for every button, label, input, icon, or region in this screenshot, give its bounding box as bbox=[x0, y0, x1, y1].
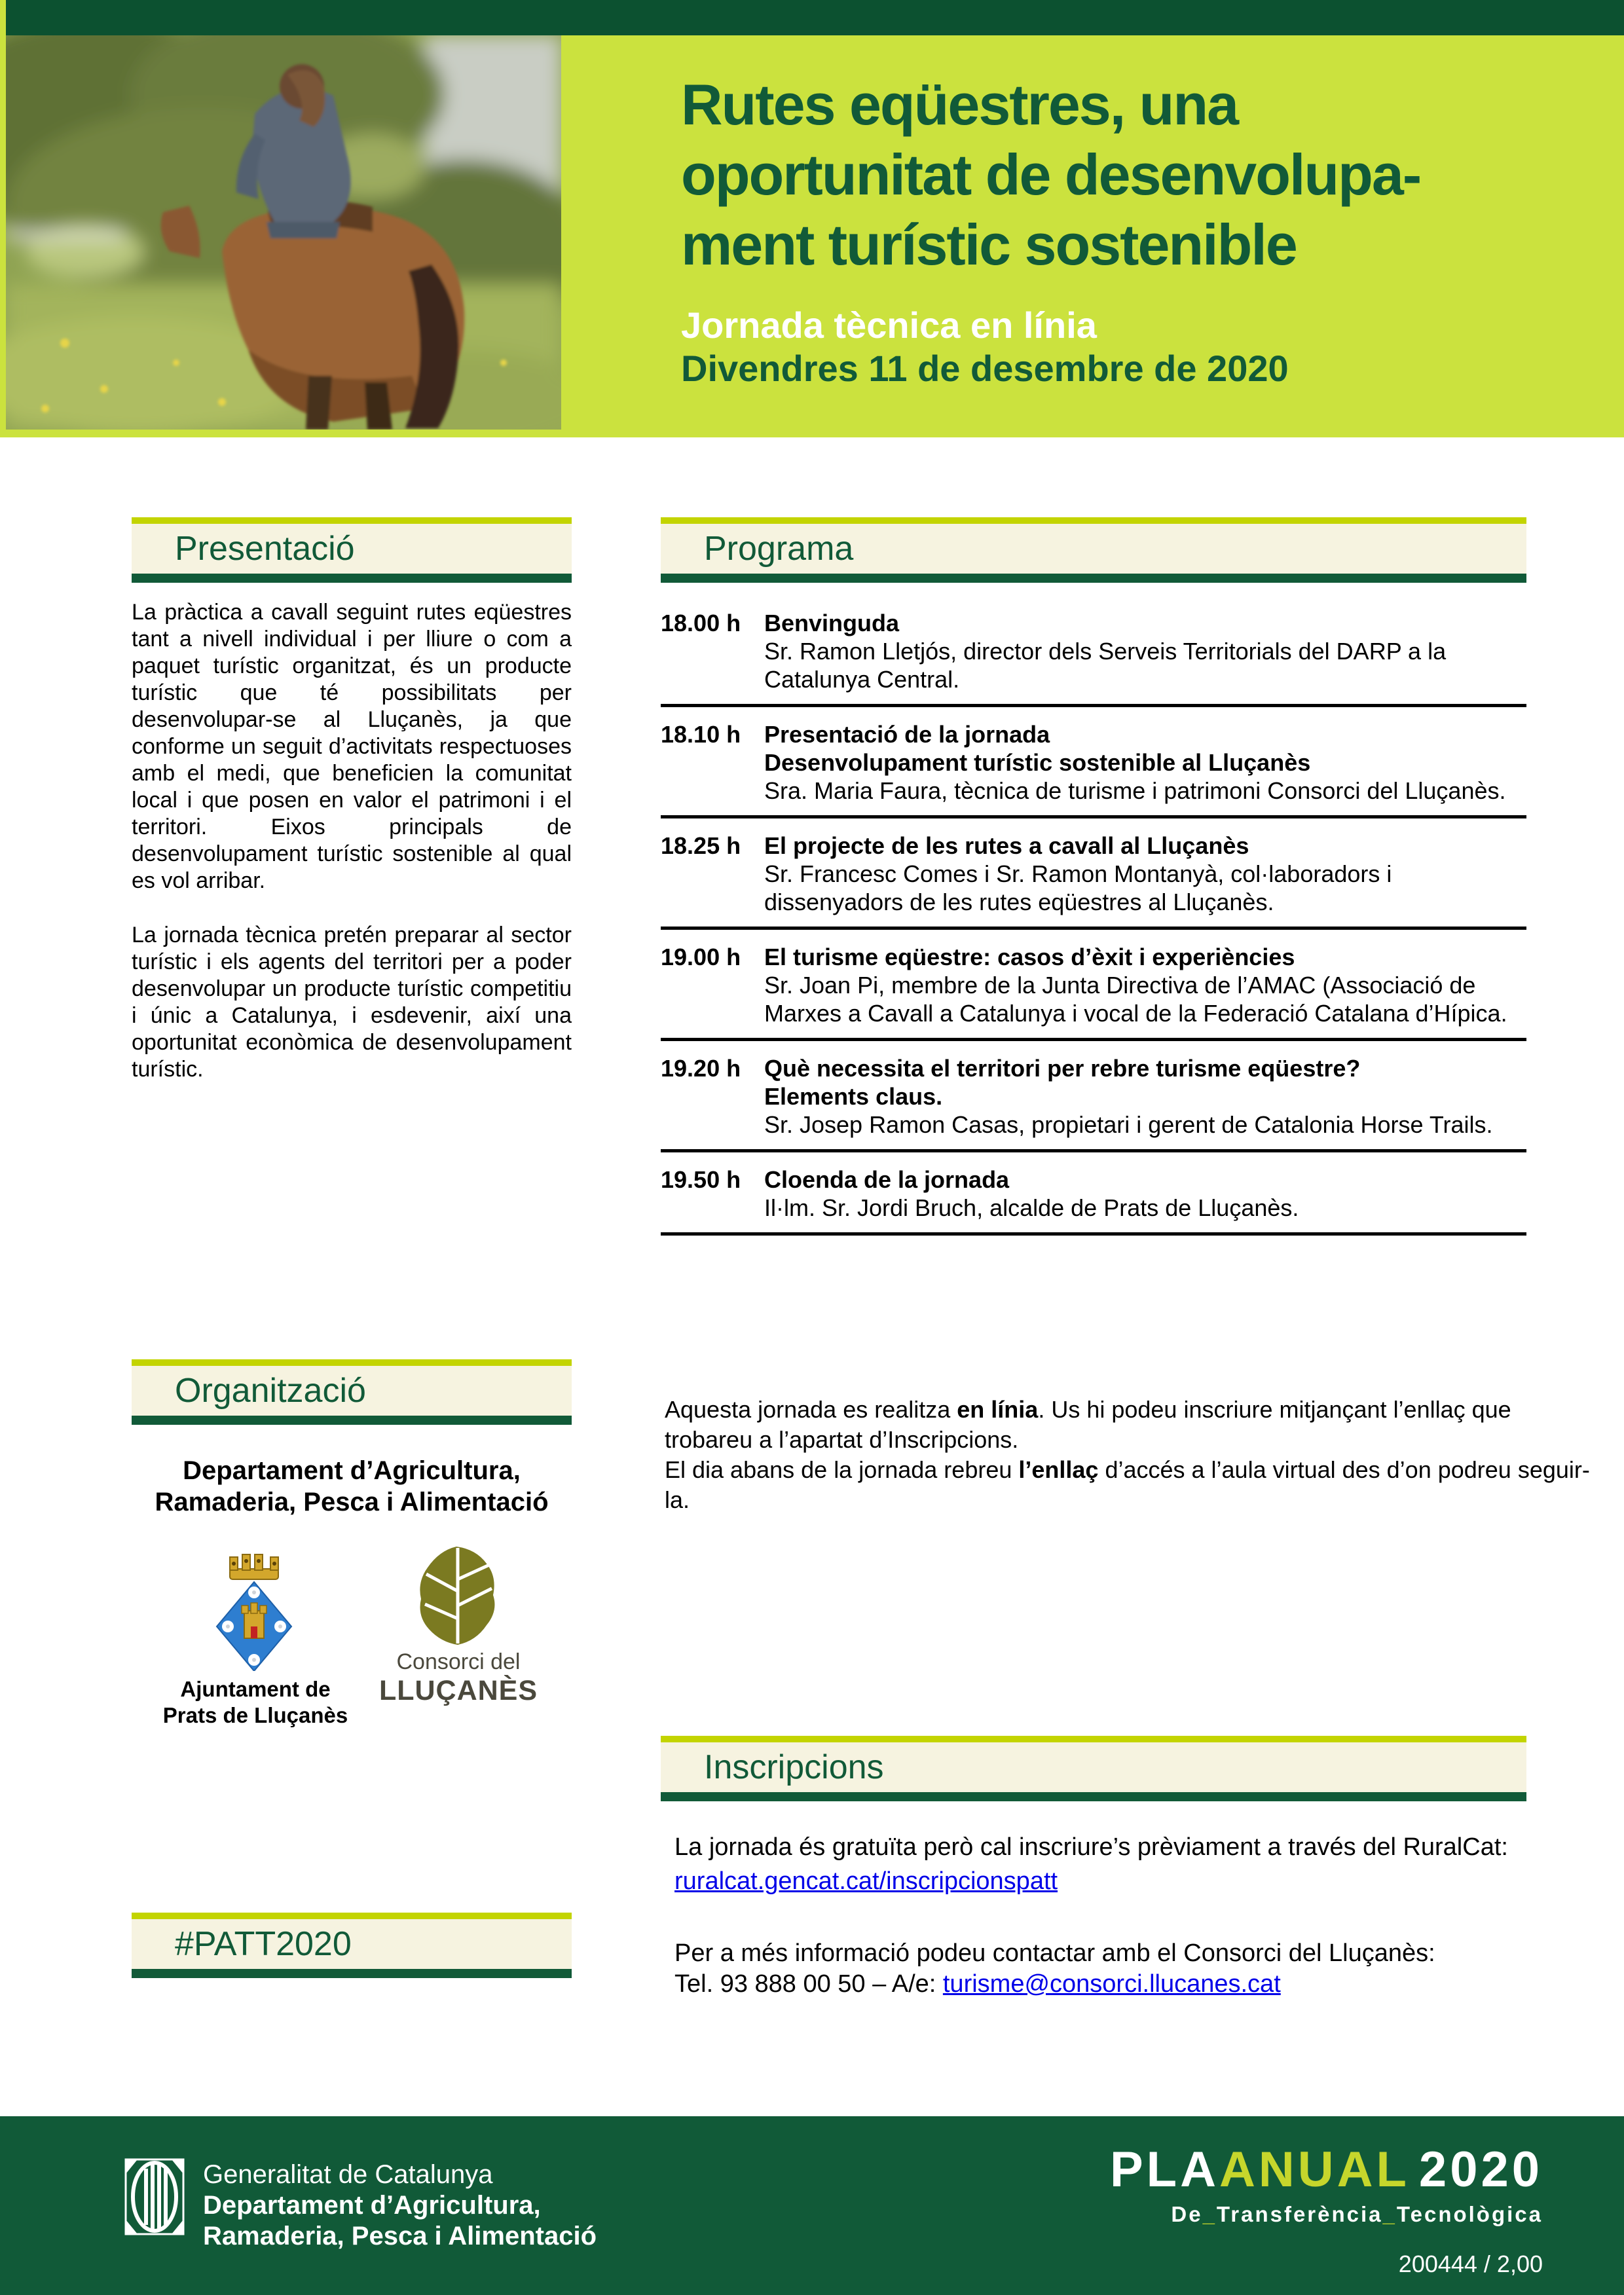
page-title-line1: Rutes eqüestres, una bbox=[681, 72, 1238, 137]
contact-info bbox=[674, 1938, 1585, 2000]
programa-separator bbox=[661, 1149, 1526, 1152]
programa-item-subtitle: Elements claus. bbox=[764, 1083, 943, 1110]
inscripcions-text: La jornada és gratuïta però cal inscriure’s prèviament a través del RuralCat: bbox=[674, 1833, 1508, 1861]
plan-sub-part: Transferència bbox=[1216, 2202, 1383, 2226]
online-note-text: d’accés a l’aula virtual des d’on podreu seguir-la. bbox=[665, 1456, 1590, 1513]
programa-list bbox=[661, 609, 1526, 1249]
consorci-wordmark-line2: LLUÇANÈS bbox=[378, 1675, 538, 1706]
programa-item-description: Sr. Josep Ramon Casas, propietari i gerent de Catalonia Horse Trails. bbox=[764, 1111, 1493, 1138]
programa-item-time: 19.20 h bbox=[661, 1055, 741, 1082]
presentacio-paragraph-1: La pràctica a cavall seguint rutes eqüestres tant a nivell individual i per lliure o com a paquet turístic organitzat, és un producte turístic que té possibilitats per desenvolupar-se al Lluçanès, ja que conforme un seguit d’activitats respectuoses amb el medi, que beneficien la comunitat local i que posen en valor el patrimoni i el territori. Eixos principals de desenvolupament turístic sostenible al qual es vol arribar. bbox=[132, 600, 572, 893]
organizer-logos bbox=[132, 1545, 572, 1729]
programa-item-time: 18.10 h bbox=[661, 721, 741, 748]
subtitle-event-type: Jornada tècnica en línia bbox=[681, 304, 1097, 346]
presentacio-paragraph-2: La jornada tècnica pretén preparar al sector turístic i els agents del territori per a poder desenvolupar un producte turístic competitiu i únic a Catalunya, i esdevenir, així una oportunitat econòmica de desenvolupament turístic. bbox=[132, 923, 572, 1082]
ajuntament-caption bbox=[144, 1676, 367, 1729]
ajuntament-caption-line2: Prats de Lluçanès bbox=[162, 1703, 348, 1727]
plan-sub-separator: _ bbox=[1382, 2202, 1397, 2226]
page-subtitle bbox=[681, 304, 1289, 390]
programa-item-title: Cloenda de la jornada bbox=[764, 1166, 1010, 1193]
inscripcions-body bbox=[674, 1830, 1585, 1898]
online-note-text: Aquesta jornada es realitza bbox=[665, 1396, 957, 1423]
pla-anual-subtitle bbox=[1110, 2202, 1543, 2227]
pla-anual-logo bbox=[1110, 2141, 1543, 2227]
ajuntament-prats-logo bbox=[212, 1553, 297, 1674]
programa-item-description: Sr. Joan Pi, membre de la Junta Directiva de l’AMAC (Associació de Marxes a Cavall a Catalunya i vocal de la Federació Catalana d’Hípica. bbox=[764, 972, 1507, 1027]
footer bbox=[0, 2116, 1624, 2295]
programa-separator bbox=[661, 1038, 1526, 1041]
section-title: Programa bbox=[704, 530, 854, 568]
programa-item-time: 19.00 h bbox=[661, 944, 741, 970]
programa-item-description: Sra. Maria Faura, tècnica de turisme i patrimoni Consorci del Lluçanès. bbox=[764, 777, 1506, 804]
section-header-inscripcions bbox=[661, 1736, 1526, 1801]
programa-separator bbox=[661, 927, 1526, 930]
online-note-text: El dia abans de la jornada rebreu bbox=[665, 1456, 1019, 1483]
programa-item bbox=[661, 943, 1526, 1027]
programa-item bbox=[661, 1166, 1526, 1222]
contact-email-link[interactable]: turisme@consorci.llucanes.cat bbox=[942, 1970, 1281, 1998]
organizer-department bbox=[132, 1455, 572, 1518]
plan-sub-part: Tecnològica bbox=[1396, 2202, 1543, 2226]
left-accent-strip bbox=[0, 0, 6, 437]
page-title bbox=[681, 69, 1420, 280]
contact-phone: Tel. 93 888 00 50 – A/e: bbox=[674, 1970, 943, 1998]
online-note bbox=[665, 1395, 1601, 1515]
ajuntament-caption-line1: Ajuntament de bbox=[180, 1677, 331, 1701]
pla-word: PLA bbox=[1109, 2142, 1219, 2197]
organizer-department-line2: Ramaderia, Pesca i Alimentació bbox=[155, 1488, 549, 1516]
programa-item-description: Sr. Francesc Comes i Sr. Ramon Montanyà, col·laboradors i dissenyadors de les rutes eqüestres al Lluçanès. bbox=[764, 860, 1392, 915]
ajuntament-crest-icon bbox=[212, 1553, 297, 1671]
page-title-line2: oportunitat de desenvolupa- bbox=[681, 142, 1421, 207]
programa-item-time: 18.25 h bbox=[661, 832, 741, 859]
programa-item-subtitle: Desenvolupament turístic sostenible al Lluçanès bbox=[764, 749, 1311, 776]
subtitle-event-date: Divendres 11 de desembre de 2020 bbox=[681, 348, 1289, 389]
presentacio-body bbox=[132, 599, 572, 1083]
top-green-bar bbox=[6, 0, 1624, 35]
programa-item-title: El projecte de les rutes a cavall al Lluçanès bbox=[764, 832, 1249, 859]
online-note-text: . Us hi podeu inscriure mitjançant l’enllaç que trobareu a l’apartat d’Inscripcions. bbox=[665, 1396, 1511, 1453]
section-title: Presentació bbox=[175, 530, 355, 568]
section-title: Organització bbox=[175, 1372, 366, 1410]
gencat-shield-icon bbox=[123, 2154, 186, 2239]
programa-item-time: 18.00 h bbox=[661, 610, 741, 636]
header-banner bbox=[561, 35, 1624, 437]
programa-item-title: Benvinguda bbox=[764, 610, 900, 636]
consorci-wordmark-line1: Consorci del bbox=[396, 1649, 521, 1674]
programa-item-description: Sr. Ramon Lletjós, director dels Serveis Territorials del DARP a la Catalunya Central. bbox=[764, 638, 1447, 693]
gencat-text bbox=[203, 2154, 597, 2252]
gencat-line1: Generalitat de Catalunya bbox=[203, 2160, 493, 2189]
contact-line1: Per a més informació podeu contactar amb el Consorci del Lluçanès: bbox=[674, 1939, 1435, 1967]
section-header-programa bbox=[661, 517, 1526, 583]
programa-separator bbox=[661, 704, 1526, 707]
programa-item-title: Què necessita el territori per rebre turisme eqüestre? bbox=[764, 1055, 1361, 1082]
organizer-department-line1: Departament d’Agricultura, bbox=[183, 1456, 521, 1485]
consorci-llucanes-logo bbox=[416, 1545, 501, 1650]
programa-item bbox=[661, 720, 1526, 805]
gencat-line2: Departament d’Agricultura, bbox=[203, 2191, 541, 2220]
section-header-presentacio bbox=[132, 517, 572, 583]
programa-item-description: Il·lm. Sr. Jordi Bruch, alcalde de Prats de Lluçanès. bbox=[764, 1194, 1299, 1221]
hashtag-label: #PATT2020 bbox=[175, 1925, 352, 1963]
plan-sub-separator: _ bbox=[1202, 2202, 1217, 2226]
photo-bottom-strip bbox=[0, 430, 561, 437]
contact-line2 bbox=[674, 1969, 1585, 2000]
programa-item bbox=[661, 609, 1526, 693]
anual-word: ANUAL bbox=[1219, 2142, 1410, 2197]
inscription-link[interactable]: ruralcat.gencat.cat/inscripcionspatt bbox=[674, 1867, 1058, 1895]
section-title: Inscripcions bbox=[704, 1748, 884, 1786]
horse-rider-photo bbox=[6, 35, 561, 430]
pla-anual-wordmark bbox=[1110, 2141, 1543, 2198]
consorci-wordmark bbox=[367, 1649, 550, 1706]
horse-rider-photo-illustration bbox=[6, 35, 561, 430]
consorci-leaf-icon bbox=[416, 1545, 501, 1647]
section-header-organitzacio bbox=[132, 1359, 572, 1425]
online-note-bold: en línia bbox=[957, 1396, 1039, 1423]
programa-item bbox=[661, 1054, 1526, 1139]
gencat-block bbox=[123, 2154, 597, 2252]
programa-item-title: Presentació de la jornada bbox=[764, 721, 1050, 748]
gencat-line3: Ramaderia, Pesca i Alimentació bbox=[203, 2222, 597, 2250]
hashtag-box bbox=[132, 1913, 572, 1978]
programa-item bbox=[661, 832, 1526, 916]
year-word: 2020 bbox=[1418, 2142, 1543, 2197]
programa-item-time: 19.50 h bbox=[661, 1166, 741, 1193]
document-reference: 200444 / 2,00 bbox=[1398, 2250, 1543, 2277]
programa-separator bbox=[661, 815, 1526, 818]
programa-item-title: El turisme eqüestre: casos d’èxit i experiències bbox=[764, 944, 1295, 970]
page-title-line3: ment turístic sostenible bbox=[681, 212, 1297, 277]
programa-separator bbox=[661, 1232, 1526, 1236]
plan-sub-part: De bbox=[1171, 2202, 1203, 2226]
online-note-bold: l’enllaç bbox=[1018, 1456, 1099, 1483]
